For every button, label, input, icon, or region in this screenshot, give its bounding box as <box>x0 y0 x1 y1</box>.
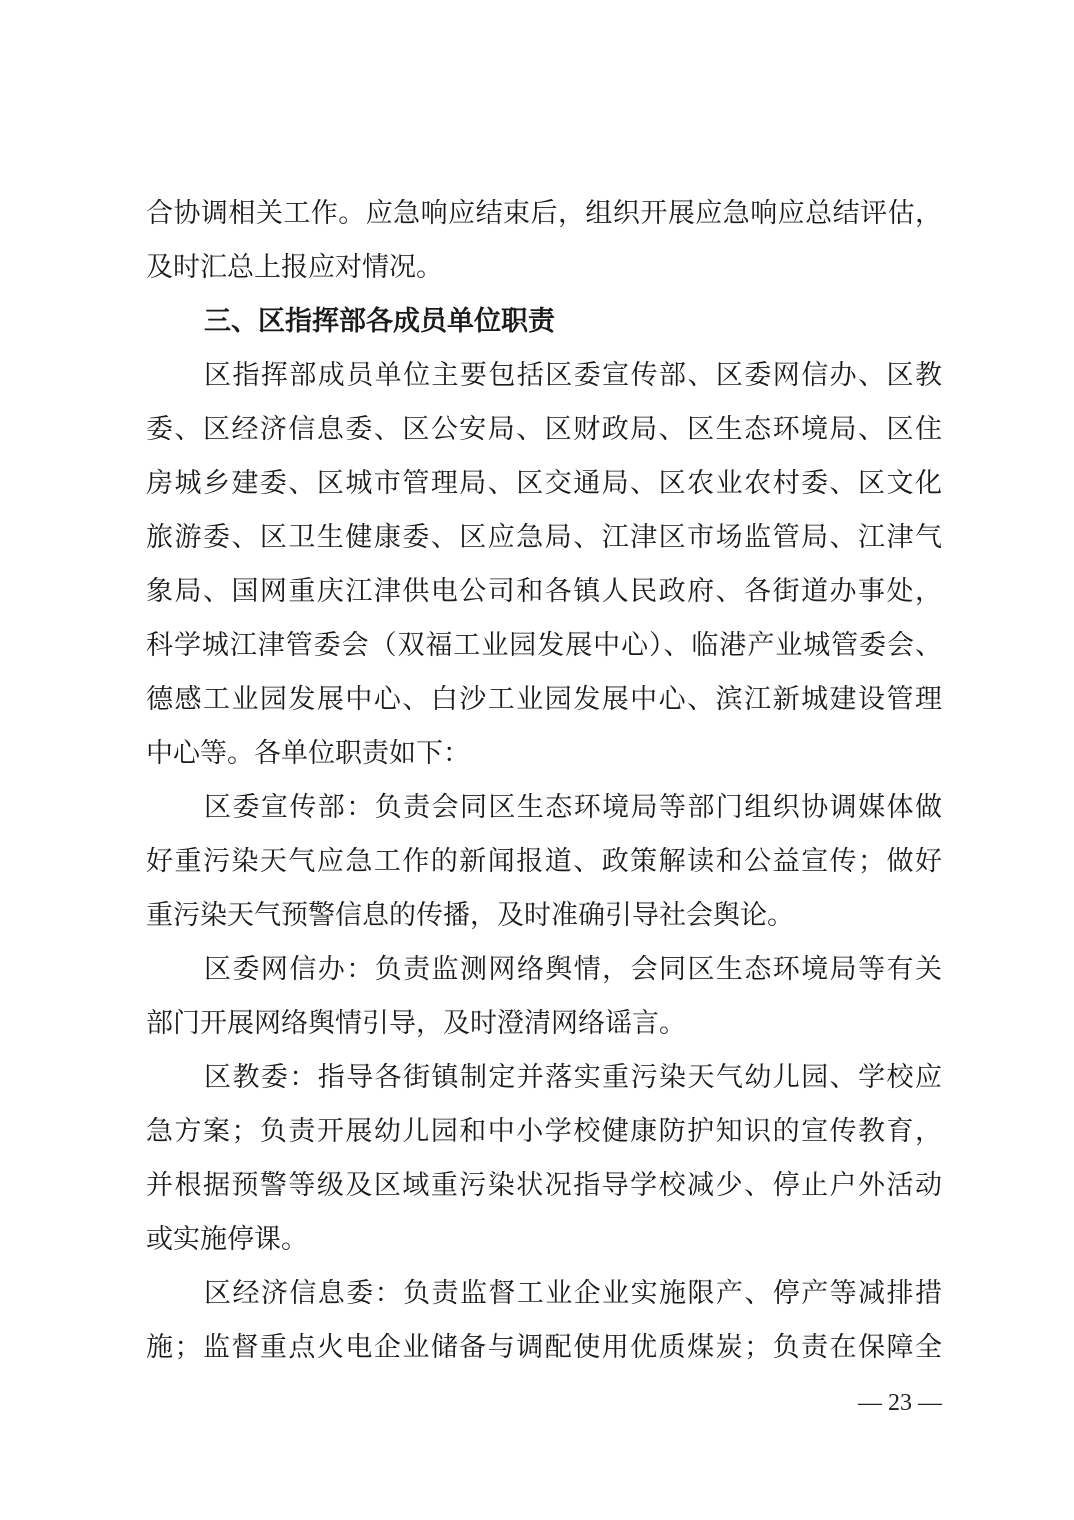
body-text-line: 科学城江津管委会（双福工业园发展中心）、临港产业城管委会、 <box>146 630 942 661</box>
body-text-line: 并根据预警等级及区域重污染状况指导学校减少、停止户外活动 <box>146 1170 942 1201</box>
body-text-line: 房城乡建委、区城市管理局、区交通局、区农业农村委、区文化 <box>146 468 942 499</box>
body-text-line: 象局、国网重庆江津供电公司和各镇人民政府、各街道办事处， <box>146 576 942 607</box>
section-heading: 三、区指挥部各成员单位职责 <box>204 306 555 337</box>
body-text-line: 合协调相关工作。应急响应结束后，组织开展应急响应总结评估， <box>146 198 942 229</box>
body-text-line: 或实施停课。 <box>146 1224 308 1255</box>
body-text-line: 区教委：指导各街镇制定并落实重污染天气幼儿园、学校应 <box>204 1062 942 1093</box>
body-text-line: 部门开展网络舆情引导，及时澄清网络谣言。 <box>146 1008 686 1039</box>
body-text-line: 重污染天气预警信息的传播，及时准确引导社会舆论。 <box>146 900 794 931</box>
body-text-line: 区经济信息委：负责监督工业企业实施限产、停产等减排措 <box>204 1278 942 1309</box>
body-text-line: 区指挥部成员单位主要包括区委宣传部、区委网信办、区教 <box>204 360 942 391</box>
body-text-line: 中心等。各单位职责如下： <box>146 738 470 769</box>
body-text-line: 急方案；负责开展幼儿园和中小学校健康防护知识的宣传教育， <box>146 1116 942 1147</box>
body-text-line: 区委网信办：负责监测网络舆情，会同区生态环境局等有关 <box>204 954 942 985</box>
body-text-line: 区委宣传部：负责会同区生态环境局等部门组织协调媒体做 <box>204 792 942 823</box>
body-text-line: 及时汇总上报应对情况。 <box>146 252 443 283</box>
page-number: — 23 — <box>858 1390 942 1416</box>
body-text-line: 德感工业园发展中心、白沙工业园发展中心、滨江新城建设管理 <box>146 684 942 715</box>
body-text-line: 施；监督重点火电企业储备与调配使用优质煤炭；负责在保障全 <box>146 1332 942 1363</box>
body-text-line: 委、区经济信息委、区公安局、区财政局、区生态环境局、区住 <box>146 414 942 445</box>
body-text-line: 旅游委、区卫生健康委、区应急局、江津区市场监管局、江津气 <box>146 522 942 553</box>
body-text-line: 好重污染天气应急工作的新闻报道、政策解读和公益宣传；做好 <box>146 846 942 877</box>
